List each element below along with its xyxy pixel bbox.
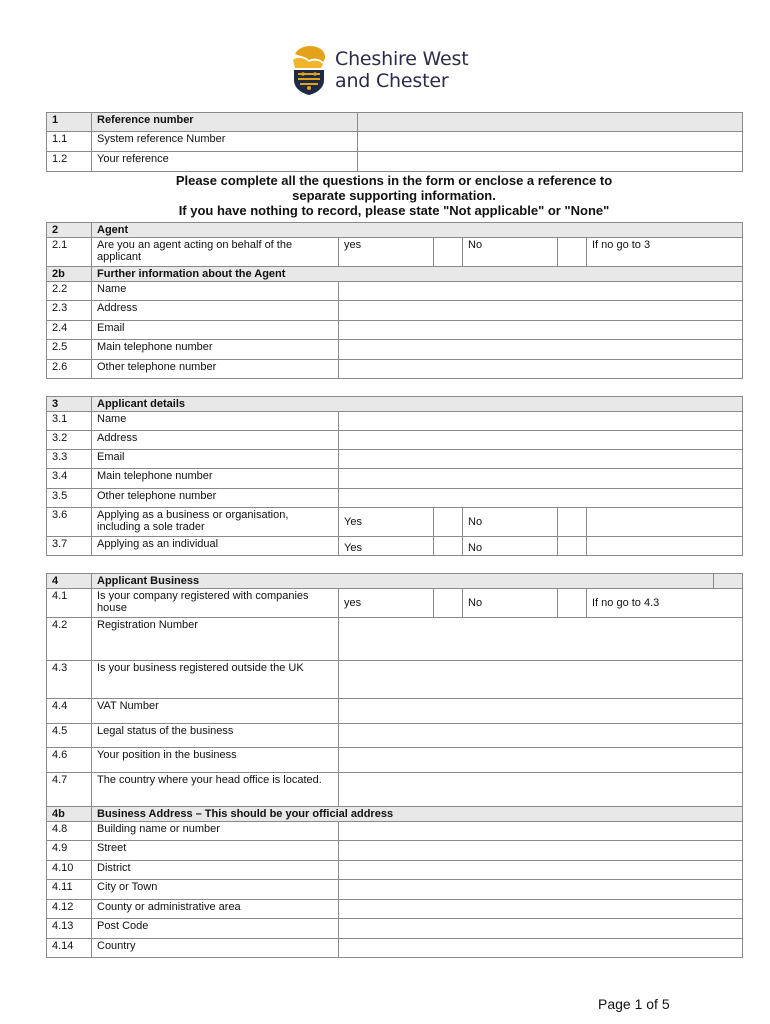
- section-1-header-blank: [358, 113, 743, 132]
- section-3-title: Applicant details: [92, 397, 743, 412]
- section-1-number: 1: [47, 113, 92, 132]
- street-field[interactable]: [339, 841, 743, 861]
- q4-13-label: Post Code: [92, 919, 339, 939]
- q1-2-label: Your reference: [92, 152, 358, 172]
- q4-10-label: District: [92, 861, 339, 880]
- q3-7-label: Applying as an individual: [92, 537, 339, 556]
- q4-3-number: 4.3: [47, 661, 92, 699]
- council-name: [335, 48, 468, 92]
- q4-7-label: The country where your head office is located.: [92, 773, 339, 807]
- q4-1-no-label: No: [463, 589, 558, 618]
- q3-3-number: 3.3: [47, 450, 92, 469]
- q3-2-number: 3.2: [47, 431, 92, 450]
- vat-number-field[interactable]: [339, 699, 743, 724]
- q4-6-number: 4.6: [47, 748, 92, 773]
- q2-1-yes-label: yes: [339, 238, 434, 267]
- section-4-header-box: [714, 574, 743, 589]
- q3-7-no-box[interactable]: [558, 537, 587, 556]
- agent-table: [46, 222, 743, 379]
- q2-6-number: 2.6: [47, 360, 92, 379]
- q4-1-label: Is your company registered with companies house: [92, 589, 339, 618]
- head-office-country-field[interactable]: [339, 773, 743, 807]
- country-field[interactable]: [339, 939, 743, 958]
- applicant-email-field[interactable]: [339, 450, 743, 469]
- q3-7-no-label: No: [463, 537, 558, 556]
- agent-main-phone-field[interactable]: [339, 340, 743, 360]
- q3-5-label: Other telephone number: [92, 489, 339, 508]
- q2-1-number: 2.1: [47, 238, 92, 267]
- your-reference-field[interactable]: [358, 152, 743, 172]
- agent-other-phone-field[interactable]: [339, 360, 743, 379]
- q2-5-number: 2.5: [47, 340, 92, 360]
- q2-5-label: Main telephone number: [92, 340, 339, 360]
- q2-1-no-box[interactable]: [558, 238, 587, 267]
- q2-4-label: Email: [92, 321, 339, 340]
- q4-2-label: Registration Number: [92, 618, 339, 661]
- q3-2-label: Address: [92, 431, 339, 450]
- q4-12-label: County or administrative area: [92, 900, 339, 919]
- q3-5-number: 3.5: [47, 489, 92, 508]
- q2-4-number: 2.4: [47, 321, 92, 340]
- q4-1-number: 4.1: [47, 589, 92, 618]
- q4-1-no-box[interactable]: [558, 589, 587, 618]
- section-2-number: 2: [47, 223, 92, 238]
- q2-6-label: Other telephone number: [92, 360, 339, 379]
- q4-10-number: 4.10: [47, 861, 92, 880]
- q4-4-number: 4.4: [47, 699, 92, 724]
- system-reference-field[interactable]: [358, 132, 743, 152]
- applicant-address-field[interactable]: [339, 431, 743, 450]
- q4-5-label: Legal status of the business: [92, 724, 339, 748]
- section-2b-number: 2b: [47, 267, 92, 282]
- section-2b-title: Further information about the Agent: [92, 267, 743, 282]
- q3-4-label: Main telephone number: [92, 469, 339, 489]
- q4-4-label: VAT Number: [92, 699, 339, 724]
- q4-11-number: 4.11: [47, 880, 92, 900]
- q3-6-yes-box[interactable]: [434, 508, 463, 537]
- q2-3-number: 2.3: [47, 301, 92, 321]
- q4-8-label: Building name or number: [92, 822, 339, 841]
- q4-1-yes-box[interactable]: [434, 589, 463, 618]
- q2-3-label: Address: [92, 301, 339, 321]
- q3-6-no-label: No: [463, 508, 558, 537]
- q3-3-label: Email: [92, 450, 339, 469]
- q3-6-label: Applying as a business or organisation, including a sole trader: [92, 508, 339, 537]
- county-field[interactable]: [339, 900, 743, 919]
- business-table: [46, 573, 743, 958]
- council-name-line1: Cheshire West: [335, 48, 469, 70]
- q4-5-number: 4.5: [47, 724, 92, 748]
- q3-1-number: 3.1: [47, 412, 92, 431]
- legal-status-field[interactable]: [339, 724, 743, 748]
- q2-1-note: If no go to 3: [587, 238, 743, 267]
- q3-7-number: 3.7: [47, 537, 92, 556]
- section-4b-number: 4b: [47, 807, 92, 822]
- q4-12-number: 4.12: [47, 900, 92, 919]
- page-number: Page 1 of 5: [598, 996, 670, 1012]
- q2-2-number: 2.2: [47, 282, 92, 301]
- section-4b-title: Business Address – This should be your official address: [92, 807, 743, 822]
- position-in-business-field[interactable]: [339, 748, 743, 773]
- section-1-title: Reference number: [92, 113, 358, 132]
- instructions-line1: Please complete all the questions in the form or enclose a reference to: [175, 173, 613, 188]
- q4-3-label: Is your business registered outside the UK: [92, 661, 339, 699]
- applicant-table: [46, 396, 743, 556]
- post-code-field[interactable]: [339, 919, 743, 939]
- agent-email-field[interactable]: [339, 321, 743, 340]
- q3-6-no-box[interactable]: [558, 508, 587, 537]
- q3-6-yes-label: Yes: [339, 508, 434, 537]
- agent-address-field[interactable]: [339, 301, 743, 321]
- q4-8-number: 4.8: [47, 822, 92, 841]
- registered-outside-uk-field[interactable]: [339, 661, 743, 699]
- registration-number-field[interactable]: [339, 618, 743, 661]
- instructions-line2: separate supporting information.: [292, 188, 496, 203]
- q3-6-number: 3.6: [47, 508, 92, 537]
- building-field[interactable]: [339, 822, 743, 841]
- q2-1-no-label: No: [463, 238, 558, 267]
- q4-9-number: 4.9: [47, 841, 92, 861]
- q4-2-number: 4.2: [47, 618, 92, 661]
- q4-1-note: If no go to 4.3: [587, 589, 743, 618]
- q1-2-number: 1.2: [47, 152, 92, 172]
- council-logo: [289, 44, 489, 100]
- applicant-main-phone-field[interactable]: [339, 469, 743, 489]
- q3-7-yes-box[interactable]: [434, 537, 463, 556]
- q3-4-number: 3.4: [47, 469, 92, 489]
- q3-7-yes-label: Yes: [339, 537, 434, 556]
- q2-1-label: Are you an agent acting on behalf of the applicant: [92, 238, 339, 267]
- q4-11-label: City or Town: [92, 880, 339, 900]
- q1-1-number: 1.1: [47, 132, 92, 152]
- q4-1-yes-label: yes: [339, 589, 434, 618]
- section-2-title: Agent: [92, 223, 743, 238]
- crest-icon: [289, 44, 329, 96]
- q4-7-number: 4.7: [47, 773, 92, 807]
- q4-13-number: 4.13: [47, 919, 92, 939]
- q4-14-label: Country: [92, 939, 339, 958]
- city-field[interactable]: [339, 880, 743, 900]
- section-4-title: Applicant Business: [92, 574, 714, 589]
- q2-2-label: Name: [92, 282, 339, 301]
- reference-table: [46, 112, 743, 172]
- q3-6-blank: [587, 508, 743, 537]
- council-name-line2: and Chester: [335, 70, 449, 92]
- instructions-line3: If you have nothing to record, please state "Not applicable" or "None": [178, 203, 610, 218]
- q2-1-yes-box[interactable]: [434, 238, 463, 267]
- q3-7-blank: [587, 537, 743, 556]
- q4-9-label: Street: [92, 841, 339, 861]
- q3-1-label: Name: [92, 412, 339, 431]
- district-field[interactable]: [339, 861, 743, 880]
- section-4-number: 4: [47, 574, 92, 589]
- section-3-number: 3: [47, 397, 92, 412]
- agent-name-field[interactable]: [339, 282, 743, 301]
- q1-1-label: System reference Number: [92, 132, 358, 152]
- q4-14-number: 4.14: [47, 939, 92, 958]
- q4-6-label: Your position in the business: [92, 748, 339, 773]
- instructions: [46, 173, 742, 218]
- applicant-name-field[interactable]: [339, 412, 743, 431]
- applicant-other-phone-field[interactable]: [339, 489, 743, 508]
